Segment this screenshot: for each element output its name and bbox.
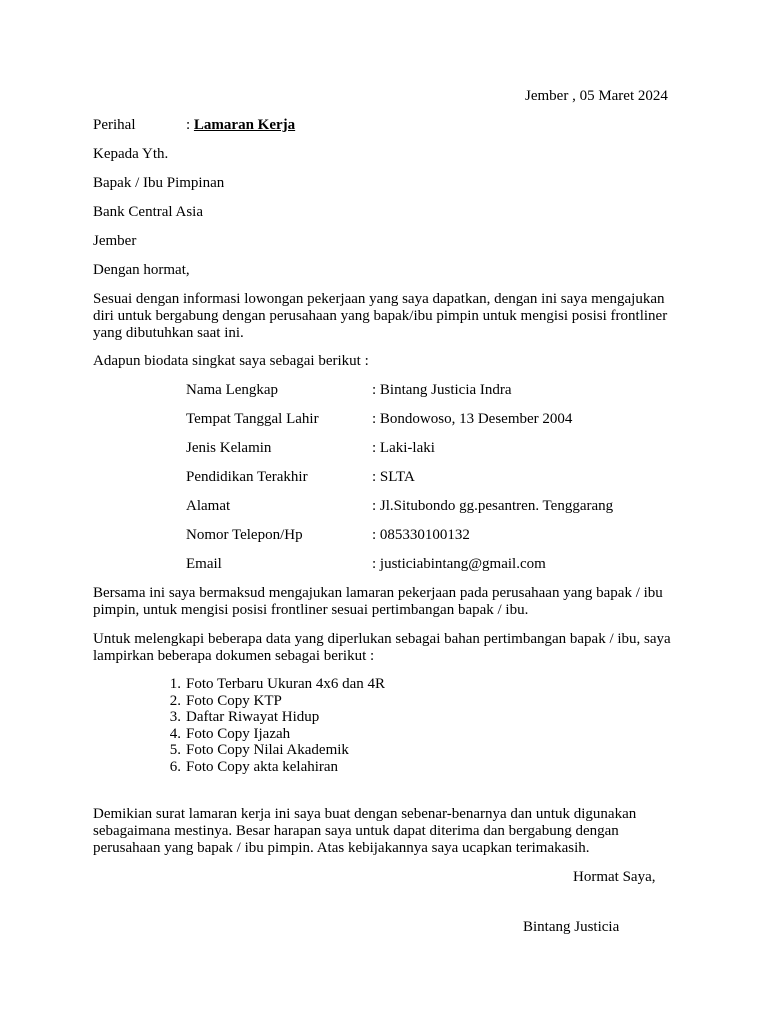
- bio-label-email: Email: [186, 556, 222, 572]
- list-item: [169, 725, 385, 743]
- list-item-text: Foto Copy akta kelahiran: [186, 758, 339, 775]
- list-item-number: 1.: [169, 676, 181, 692]
- subject-line: [186, 117, 295, 134]
- subject-label: Perihal: [93, 117, 136, 133]
- bio-value-birth: : Bondowoso, 13 Desember 2004: [372, 411, 573, 427]
- bio-value-gender: : Laki-laki: [372, 440, 435, 456]
- recipient-line-3: Bank Central Asia: [93, 204, 203, 220]
- subject-colon: :: [186, 117, 194, 133]
- sign-off: Hormat Saya,: [573, 869, 656, 885]
- signature-name: Bintang Justicia: [523, 919, 620, 935]
- subject-value: Lamaran Kerja: [193, 117, 296, 133]
- recipient-line-4: Jember: [93, 233, 137, 249]
- bio-intro: Adapun biodata singkat saya sebagai berikut :: [93, 353, 369, 369]
- list-item-text: Daftar Riwayat Hidup: [186, 709, 320, 726]
- bio-value-address: : Jl.Situbondo gg.pesantren. Tenggarang: [372, 498, 614, 514]
- bio-value-phone: : 085330100132: [372, 527, 470, 543]
- list-item: [169, 676, 386, 693]
- list-item-number: 6.: [169, 758, 181, 775]
- bio-label-name: Nama Lengkap: [186, 382, 279, 398]
- list-item-number: 4.: [169, 725, 181, 742]
- list-item-text: Foto Copy Ijazah: [186, 725, 291, 742]
- list-item-number: 3.: [169, 709, 181, 726]
- list-item-text: Foto Copy KTP: [186, 692, 282, 709]
- closing-paragraph: Demikian surat lamaran kerja ini saya buat dengan sebenar-benarnya dan untuk digunakan sebagaimana mestinya. Besar harapan saya untuk dapat diterima dan bergabung dengan perusahaan yang bapak / ibu pimpin. Atas kebijakannya saya ucapkan terimakasih.: [93, 806, 637, 856]
- list-item: [169, 742, 385, 759]
- list-item-number: 2.: [169, 692, 181, 709]
- list-item: [169, 758, 385, 776]
- attachments-intro: Untuk melengkapi beberapa data yang diperlukan sebagai bahan pertimbangan bapak / ibu, saya lampirkan beberapa dokumen sebagai berikut :: [93, 631, 671, 664]
- list-item-text: Foto Copy Nilai Akademik: [186, 742, 349, 759]
- greeting: Dengan hormat,: [93, 262, 190, 278]
- bio-label-address: Alamat: [186, 498, 231, 514]
- bio-value-education: : SLTA: [372, 469, 415, 485]
- recipient-line-2: Bapak / Ibu Pimpinan: [93, 175, 225, 191]
- purpose-paragraph: Bersama ini saya bermaksud mengajukan lamaran pekerjaan pada perusahaan yang bapak / ibu pimpin, untuk mengisi posisi frontliner sesuai pertimbangan bapak / ibu.: [93, 585, 663, 618]
- list-item-text: Foto Terbaru Ukuran 4x6 dan 4R: [186, 676, 386, 692]
- bio-label-birth: Tempat Tanggal Lahir: [186, 411, 319, 427]
- intro-paragraph: Sesuai dengan informasi lowongan pekerjaan yang saya dapatkan, dengan ini saya mengajukan diri untuk bergabung dengan perusahaan yang bapak/ibu pimpin untuk mengisi posisi frontliner yang dibutuhkan saat ini.: [93, 291, 668, 341]
- bio-label-education: Pendidikan Terakhir: [186, 469, 308, 485]
- bio-label-gender: Jenis Kelamin: [186, 440, 272, 456]
- list-item-number: 5.: [169, 742, 181, 759]
- bio-value-name: : Bintang Justicia Indra: [372, 382, 512, 398]
- bio-value-email: : justiciabintang@gmail.com: [372, 556, 546, 572]
- attachments-list: [169, 676, 386, 776]
- bio-label-phone: Nomor Telepon/Hp: [186, 527, 303, 543]
- list-item: [169, 709, 385, 726]
- place-date: Jember , 05 Maret 2024: [525, 88, 668, 104]
- list-item: [169, 692, 385, 710]
- recipient-line-1: Kepada Yth.: [93, 146, 169, 162]
